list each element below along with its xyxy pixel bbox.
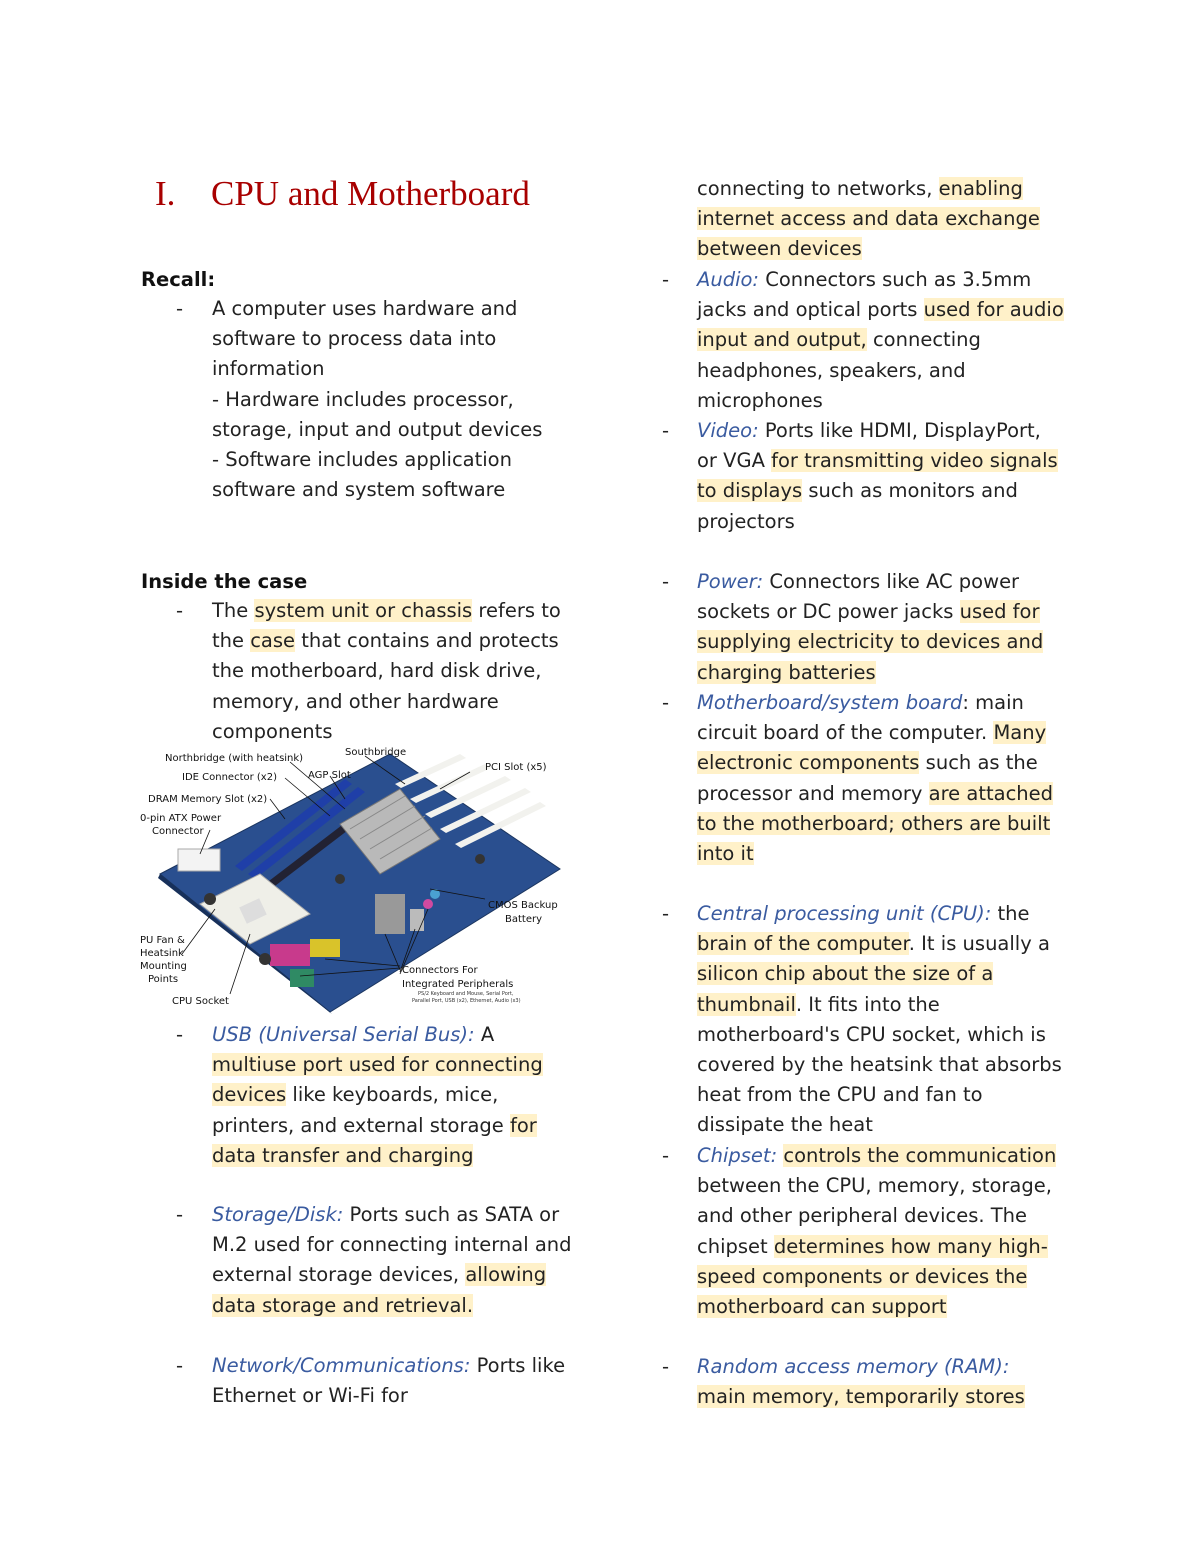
power-item (697, 567, 1065, 688)
bullet-dash: - (662, 1144, 670, 1167)
text: Ports like Ethernet or Wi-Fi for (212, 1354, 566, 1408)
label-connectors-2: Integrated Peripherals (402, 979, 514, 990)
label-southbridge: Southbridge (345, 747, 407, 758)
label-fan-1: PU Fan & (140, 935, 185, 946)
text: The (212, 599, 255, 622)
text: : main circuit board of the computer. (697, 691, 1024, 745)
term: Audio: (697, 268, 759, 291)
term: Storage/Disk: (212, 1203, 344, 1226)
highlight: Many electronic components (697, 721, 1047, 775)
bullet-dash: - (176, 1203, 184, 1226)
usb-item (212, 1020, 574, 1171)
highlight: system unit or chassis (254, 599, 473, 622)
label-connectors-1: Connectors For (402, 965, 478, 976)
text: . It is usually a (908, 932, 1050, 956)
bullet-dash: - (176, 599, 184, 622)
text: such as the processor and memory (697, 751, 1038, 805)
bullet-dash: - (662, 570, 670, 593)
bullet-dash: - (176, 297, 184, 320)
label-pci: PCI Slot (x5) (485, 762, 547, 773)
highlight: case (250, 629, 296, 653)
text: Connectors such as 3.5mm jacks and optical ports (697, 268, 1032, 322)
text: Connectors like AC power sockets or DC power jacks (697, 570, 1020, 624)
section-number: I. (155, 174, 176, 213)
highlight: for transmitting video signals to displays (697, 449, 1058, 503)
highlight: main memory, temporarily stores (697, 1385, 1025, 1409)
highlight: brain of the computer (697, 932, 909, 956)
text: that contains and protects the motherboard, hard disk drive, memory, and other hardware components (212, 629, 559, 743)
label-northbridge: Northbridge (with heatsink) (165, 753, 304, 764)
text: connecting to networks, (697, 177, 939, 200)
recall-hardware: - Hardware includes processor, storage, input and output devices (212, 387, 543, 441)
text: like keyboards, mice, printers, and external storage (212, 1083, 510, 1137)
network-item (212, 1351, 582, 1411)
bullet-dash: - (176, 1354, 184, 1377)
highlight: for data transfer and charging (212, 1113, 537, 1167)
bullet-dash: - (662, 419, 670, 442)
recall-item (212, 294, 572, 505)
highlight: multiuse port used for connecting devices (212, 1053, 543, 1107)
motherboard-item (697, 688, 1065, 869)
term: Video: (697, 419, 759, 442)
network-continued (697, 174, 1065, 265)
audio-item (697, 265, 1065, 416)
term: Motherboard/system board (697, 691, 963, 714)
recall-text: A computer uses hardware and software to process data into information (212, 297, 518, 381)
text: the (991, 902, 1030, 925)
highlight: are attached to the motherboard; others are built into it (697, 781, 1054, 866)
highlight: used for audio input and output, (697, 298, 1064, 352)
label-fan-3: Mounting (140, 961, 187, 972)
bullet-dash: - (176, 1023, 184, 1046)
text: . It fits into the motherboard's CPU socket, which is covered by the heatsink that absorbs heat from the CPU and fan to dissipate the heat (697, 992, 1062, 1137)
highlight: silicon chip about the size of a thumbnail (697, 962, 994, 1016)
storage-item (212, 1200, 574, 1321)
highlight: controls the communication (783, 1144, 1057, 1167)
inside-heading: Inside the case (141, 570, 308, 593)
text: connecting headphones, speakers, and microphones (697, 328, 981, 412)
cpu-item (697, 899, 1065, 1141)
term: Network/Communications: (212, 1354, 471, 1377)
text: between the CPU, memory, storage, and other peripheral devices. The chipset (697, 1174, 1052, 1258)
bullet-dash: - (662, 691, 670, 714)
bullet-dash: - (662, 1355, 670, 1378)
label-cmos-1: CMOS Backup (488, 900, 558, 911)
section-title: CPU and Motherboard (211, 174, 530, 213)
bullet-dash: - (662, 268, 670, 291)
term: Chipset: (697, 1144, 778, 1167)
highlight: enabling internet access and data exchange between devices (697, 177, 1040, 261)
label-dram: DRAM Memory Slot (x2) (148, 794, 268, 805)
section-heading (155, 174, 530, 214)
label-agp: AGP Slot (308, 770, 351, 781)
text: such as monitors and projectors (697, 479, 1018, 533)
bullet-dash: - (662, 902, 670, 925)
label-atx-2: Connector (152, 826, 204, 837)
term: Random access memory (RAM): (697, 1355, 1010, 1378)
label-cpu-socket: CPU Socket (172, 996, 229, 1007)
label-cmos-2: Battery (505, 914, 543, 925)
term: Power: (697, 570, 764, 593)
inside-item (212, 596, 572, 747)
video-item (697, 416, 1065, 537)
term: Central processing unit (CPU): (697, 902, 992, 925)
label-fan-4: Points (148, 974, 179, 985)
recall-software: - Software includes application software and system software (212, 448, 512, 502)
label-atx-1: 0-pin ATX Power (140, 813, 222, 824)
chipset-item (697, 1141, 1065, 1322)
text: A (474, 1023, 495, 1046)
label-connectors-4: Parallel Port, USB (x2), Ethernet, Audio (x3) (412, 998, 521, 1004)
label-ide: IDE Connector (x2) (182, 772, 277, 783)
label-fan-2: Heatsink (140, 948, 184, 959)
recall-heading: Recall: (141, 268, 216, 291)
label-connectors-3: PS/2 Keyboard and Mouse, Serial Port, (418, 991, 514, 997)
text: Ports such as SATA or M.2 used for connecting internal and external storage devices, (212, 1203, 572, 1287)
highlight: allowing data storage and retrieval. (212, 1263, 547, 1317)
text: Ports like HDMI, DisplayPort, or VGA (697, 419, 1041, 473)
term: USB (Universal Serial Bus): (212, 1023, 475, 1046)
highlight: used for supplying electricity to devices and charging batteries (697, 600, 1044, 684)
motherboard-figure (140, 744, 568, 1014)
text: refers to the (212, 599, 561, 653)
highlight: determines how many high-speed components or devices the motherboard can support (697, 1234, 1048, 1319)
ram-item (697, 1352, 1069, 1412)
